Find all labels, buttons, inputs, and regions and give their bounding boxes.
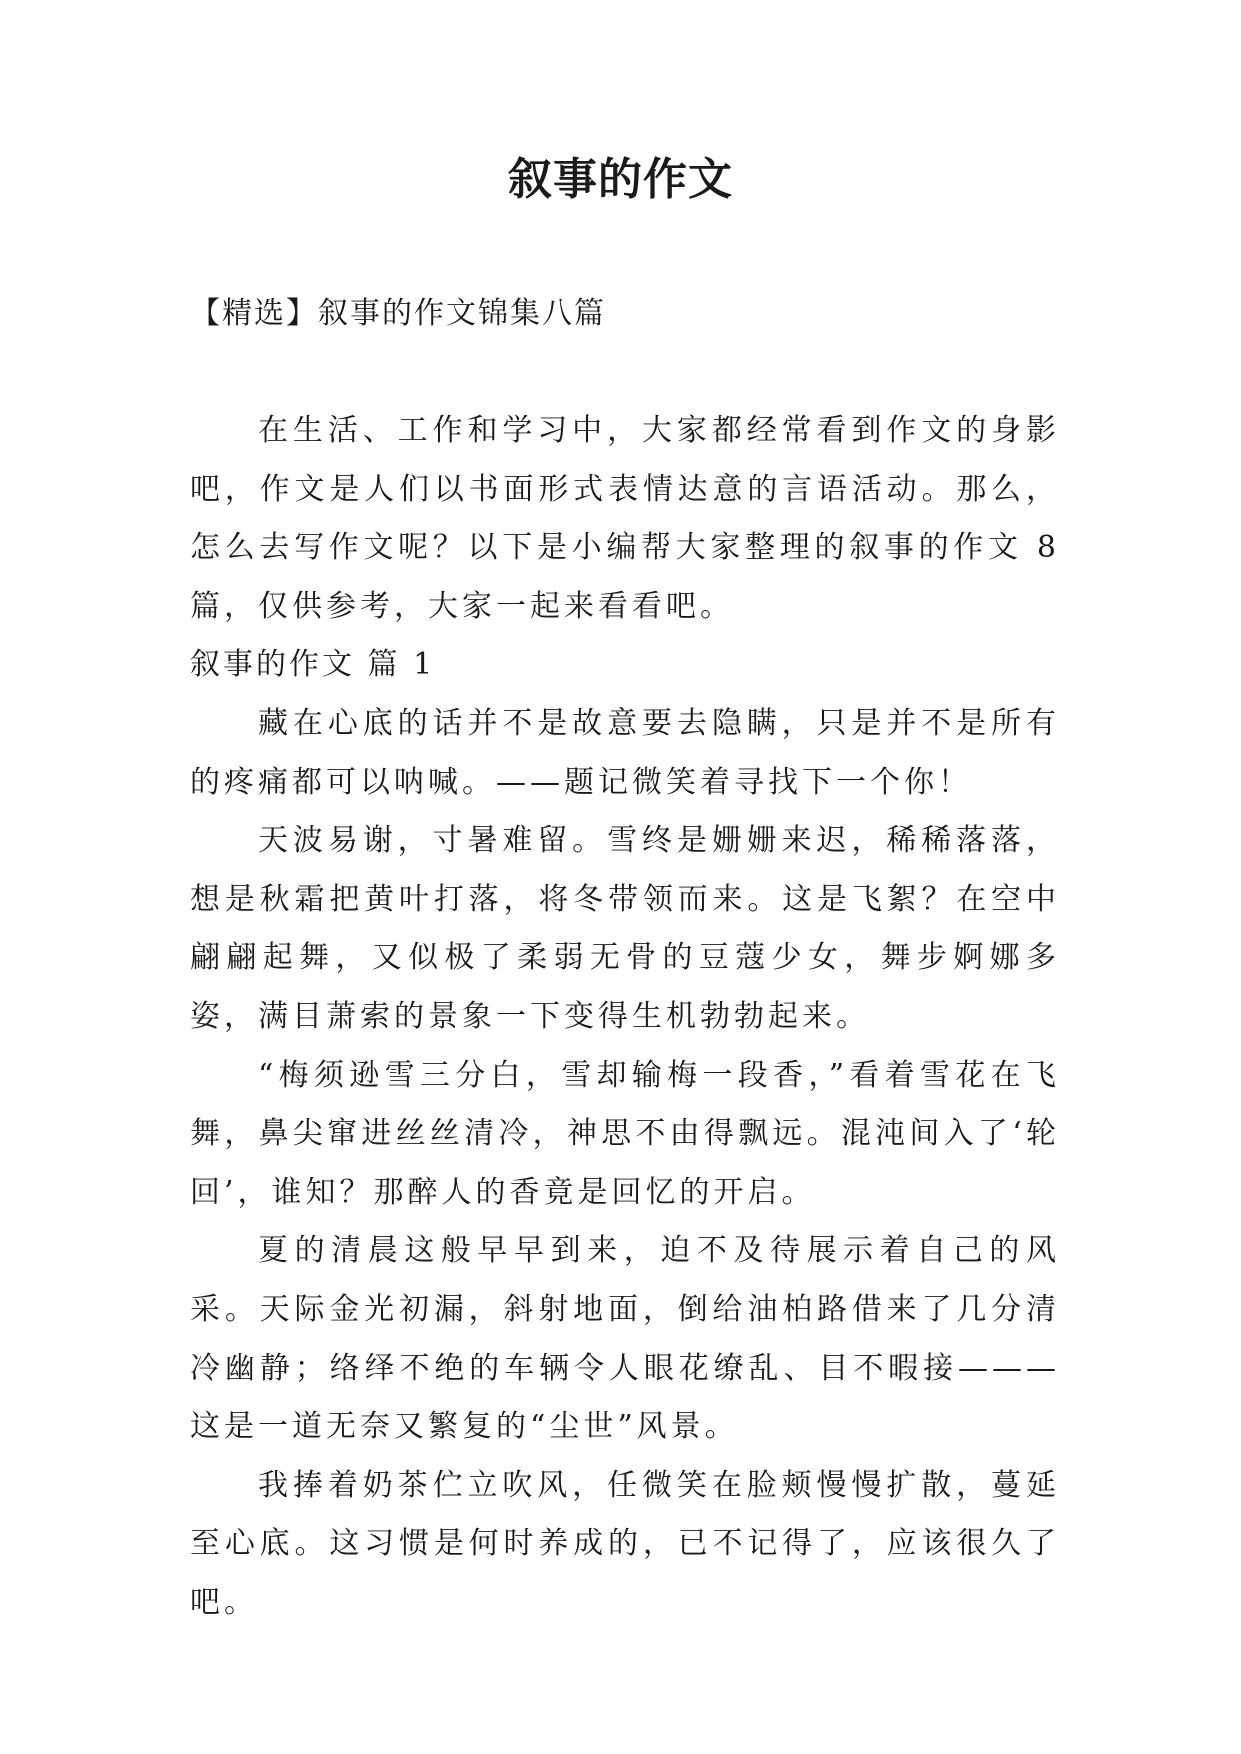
- section-heading: 叙事的作文 篇 1: [190, 647, 436, 683]
- body-paragraph: “梅须逊雪三分白，雪却输梅一段香，”看着雪花在飞舞，鼻尖窜进丝丝清冷，神思不由得飘远。混沌间入了‘轮回’，谁知？那醉人的香竟是回忆的开启。: [190, 1057, 1060, 1210]
- body-paragraph: 藏在心底的话并不是故意要去隐瞒，只是并不是所有的疼痛都可以呐喊。——题记微笑着寻找下一个你！: [190, 705, 1060, 800]
- document-title: 叙事的作文: [508, 154, 733, 205]
- document-body: [190, 402, 1060, 1632]
- body-paragraph: 天波易谢，寸暑难留。雪终是姗姗来迟，稀稀落落，想是秋霜把黄叶打落，将冬带领而来。这是飞絮？在空中翩翩起舞，又似极了柔弱无骨的豆蔻少女，舞步婀娜多姿，满目萧索的景象一下变得生机勃勃起来。: [190, 823, 1060, 1034]
- document-subtitle: 【精选】叙事的作文锦集八篇: [190, 296, 606, 331]
- body-paragraph: 我捧着奶茶伫立吹风，任微笑在脸颊慢慢扩散，蔓延至心底。这习惯是何时养成的，已不记得了，应该很久了吧。: [190, 1467, 1060, 1620]
- body-paragraph: 夏的清晨这般早早到来，迫不及待展示着自己的风采。天际金光初漏，斜射地面，倒给油柏路借来了几分清冷幽静；络绎不绝的车辆令人眼花缭乱、目不暇接———这是一道无奈又繁复的“尘世”风景。: [190, 1233, 1060, 1445]
- intro-paragraph: 在生活、工作和学习中，大家都经常看到作文的身影吧，作文是人们以书面形式表情达意的言语活动。那么，怎么去写作文呢？以下是小编帮大家整理的叙事的作文 8 篇，仅供参考，大家一起来看看吧。: [190, 413, 1060, 624]
